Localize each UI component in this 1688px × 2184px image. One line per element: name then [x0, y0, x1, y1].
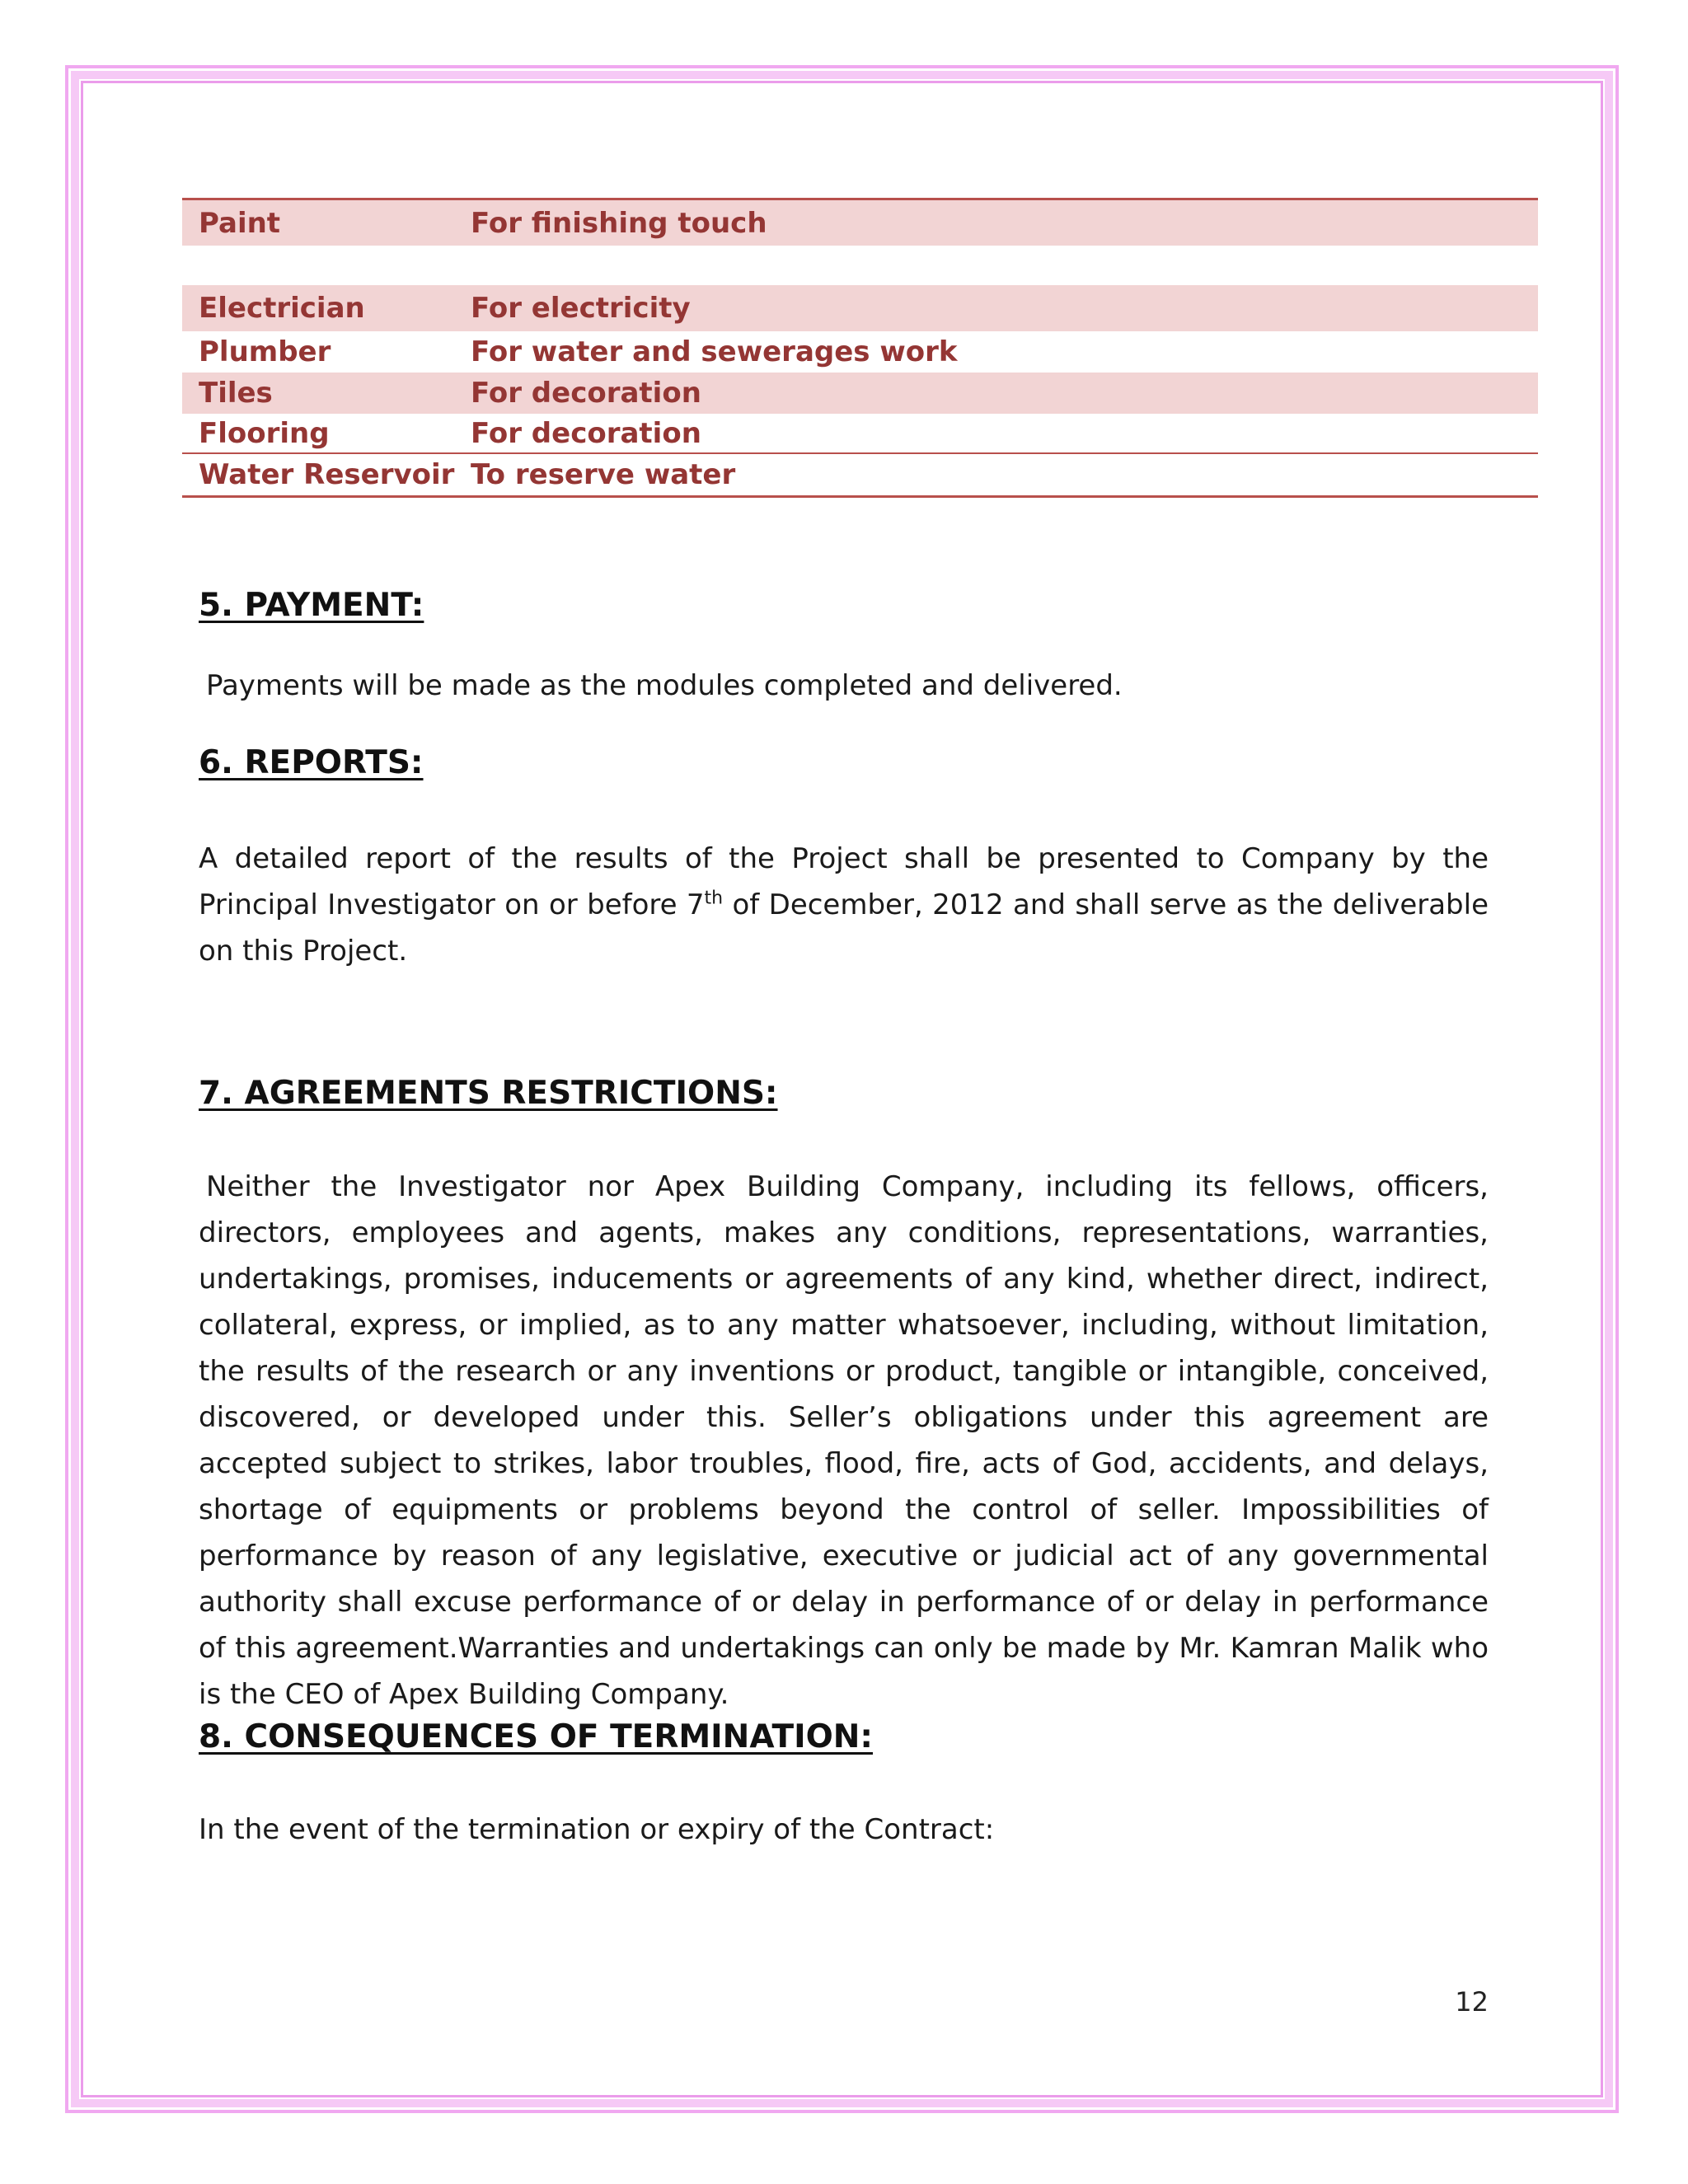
table-row	[182, 414, 1538, 454]
table-cell-item: Paint	[199, 206, 281, 240]
table-cell-purpose: For electricity	[471, 292, 691, 325]
section-heading-agreements: 7. AGREEMENTS RESTRICTIONS:	[199, 1075, 778, 1112]
table-cell-purpose: To reserve water	[471, 458, 736, 491]
table-row	[182, 331, 1538, 373]
table-row	[182, 373, 1538, 414]
table-row	[182, 454, 1538, 498]
table-cell-item: Electrician	[199, 292, 365, 325]
table-cell-purpose: For decoration	[471, 377, 701, 410]
section-heading-reports: 6. REPORTS:	[199, 744, 424, 781]
table-cell-item: Tiles	[199, 377, 273, 410]
table-row	[182, 198, 1538, 246]
table-row	[182, 285, 1538, 331]
services-table	[182, 198, 1538, 498]
table-cell-item: Plumber	[199, 335, 331, 368]
table-cell-purpose: For finishing touch	[471, 206, 767, 240]
table-cell-purpose: For decoration	[471, 416, 701, 450]
reports-text-start: A detailed report of the results of the Project shall be presented to Company by the Principal Investigator on or before 7	[199, 842, 1489, 921]
agreements-paragraph: Neither the Investigator nor Apex Building Company, including its fellows, officers, directors, employees and agents, makes any conditions, representations, warranties, undertakings, promises, inducements or agreements of any kind, whether direct, indirect, collateral, express, or implied, as to any matter whatsoever, including, without limitation, the results of the research or any inventions or product, tangible or intangible, conceived, discovered, or developed under this. Seller’s obligations under this agreement are accepted subject to strikes, labor troubles, flood, fire, acts of God, accidents, and delays, shortage of equipments or problems beyond the control of seller. Impossibilities of performance by reason of any legislative, executive or judicial act of any governmental authority shall excuse performance of or delay in performance of or delay in performance of this agreement.Warranties and undertakings can only be made by Mr. Kamran Malik who is the CEO of Apex Building Company.	[199, 1170, 1489, 1711]
table-cell-item: Water Reservoir	[199, 458, 455, 491]
ordinal-suffix: th	[704, 888, 724, 909]
section-heading-termination: 8. CONSEQUENCES OF TERMINATION:	[199, 1718, 873, 1755]
table-cell-item: Flooring	[199, 416, 330, 450]
table-cell-purpose: For water and sewerages work	[471, 335, 958, 368]
page-number: 12	[1455, 1986, 1489, 2018]
table-row	[182, 246, 1538, 285]
reports-paragraph	[199, 836, 1489, 974]
section-heading-payment: 5. PAYMENT:	[199, 587, 424, 624]
payment-paragraph: Payments will be made as the modules completed and delivered.	[206, 669, 1123, 702]
termination-paragraph: In the event of the termination or expiry of the Contract:	[199, 1813, 995, 1846]
reports-text-end: of December, 2012 and shall serve as the deliverable on this Project.	[199, 888, 1489, 968]
